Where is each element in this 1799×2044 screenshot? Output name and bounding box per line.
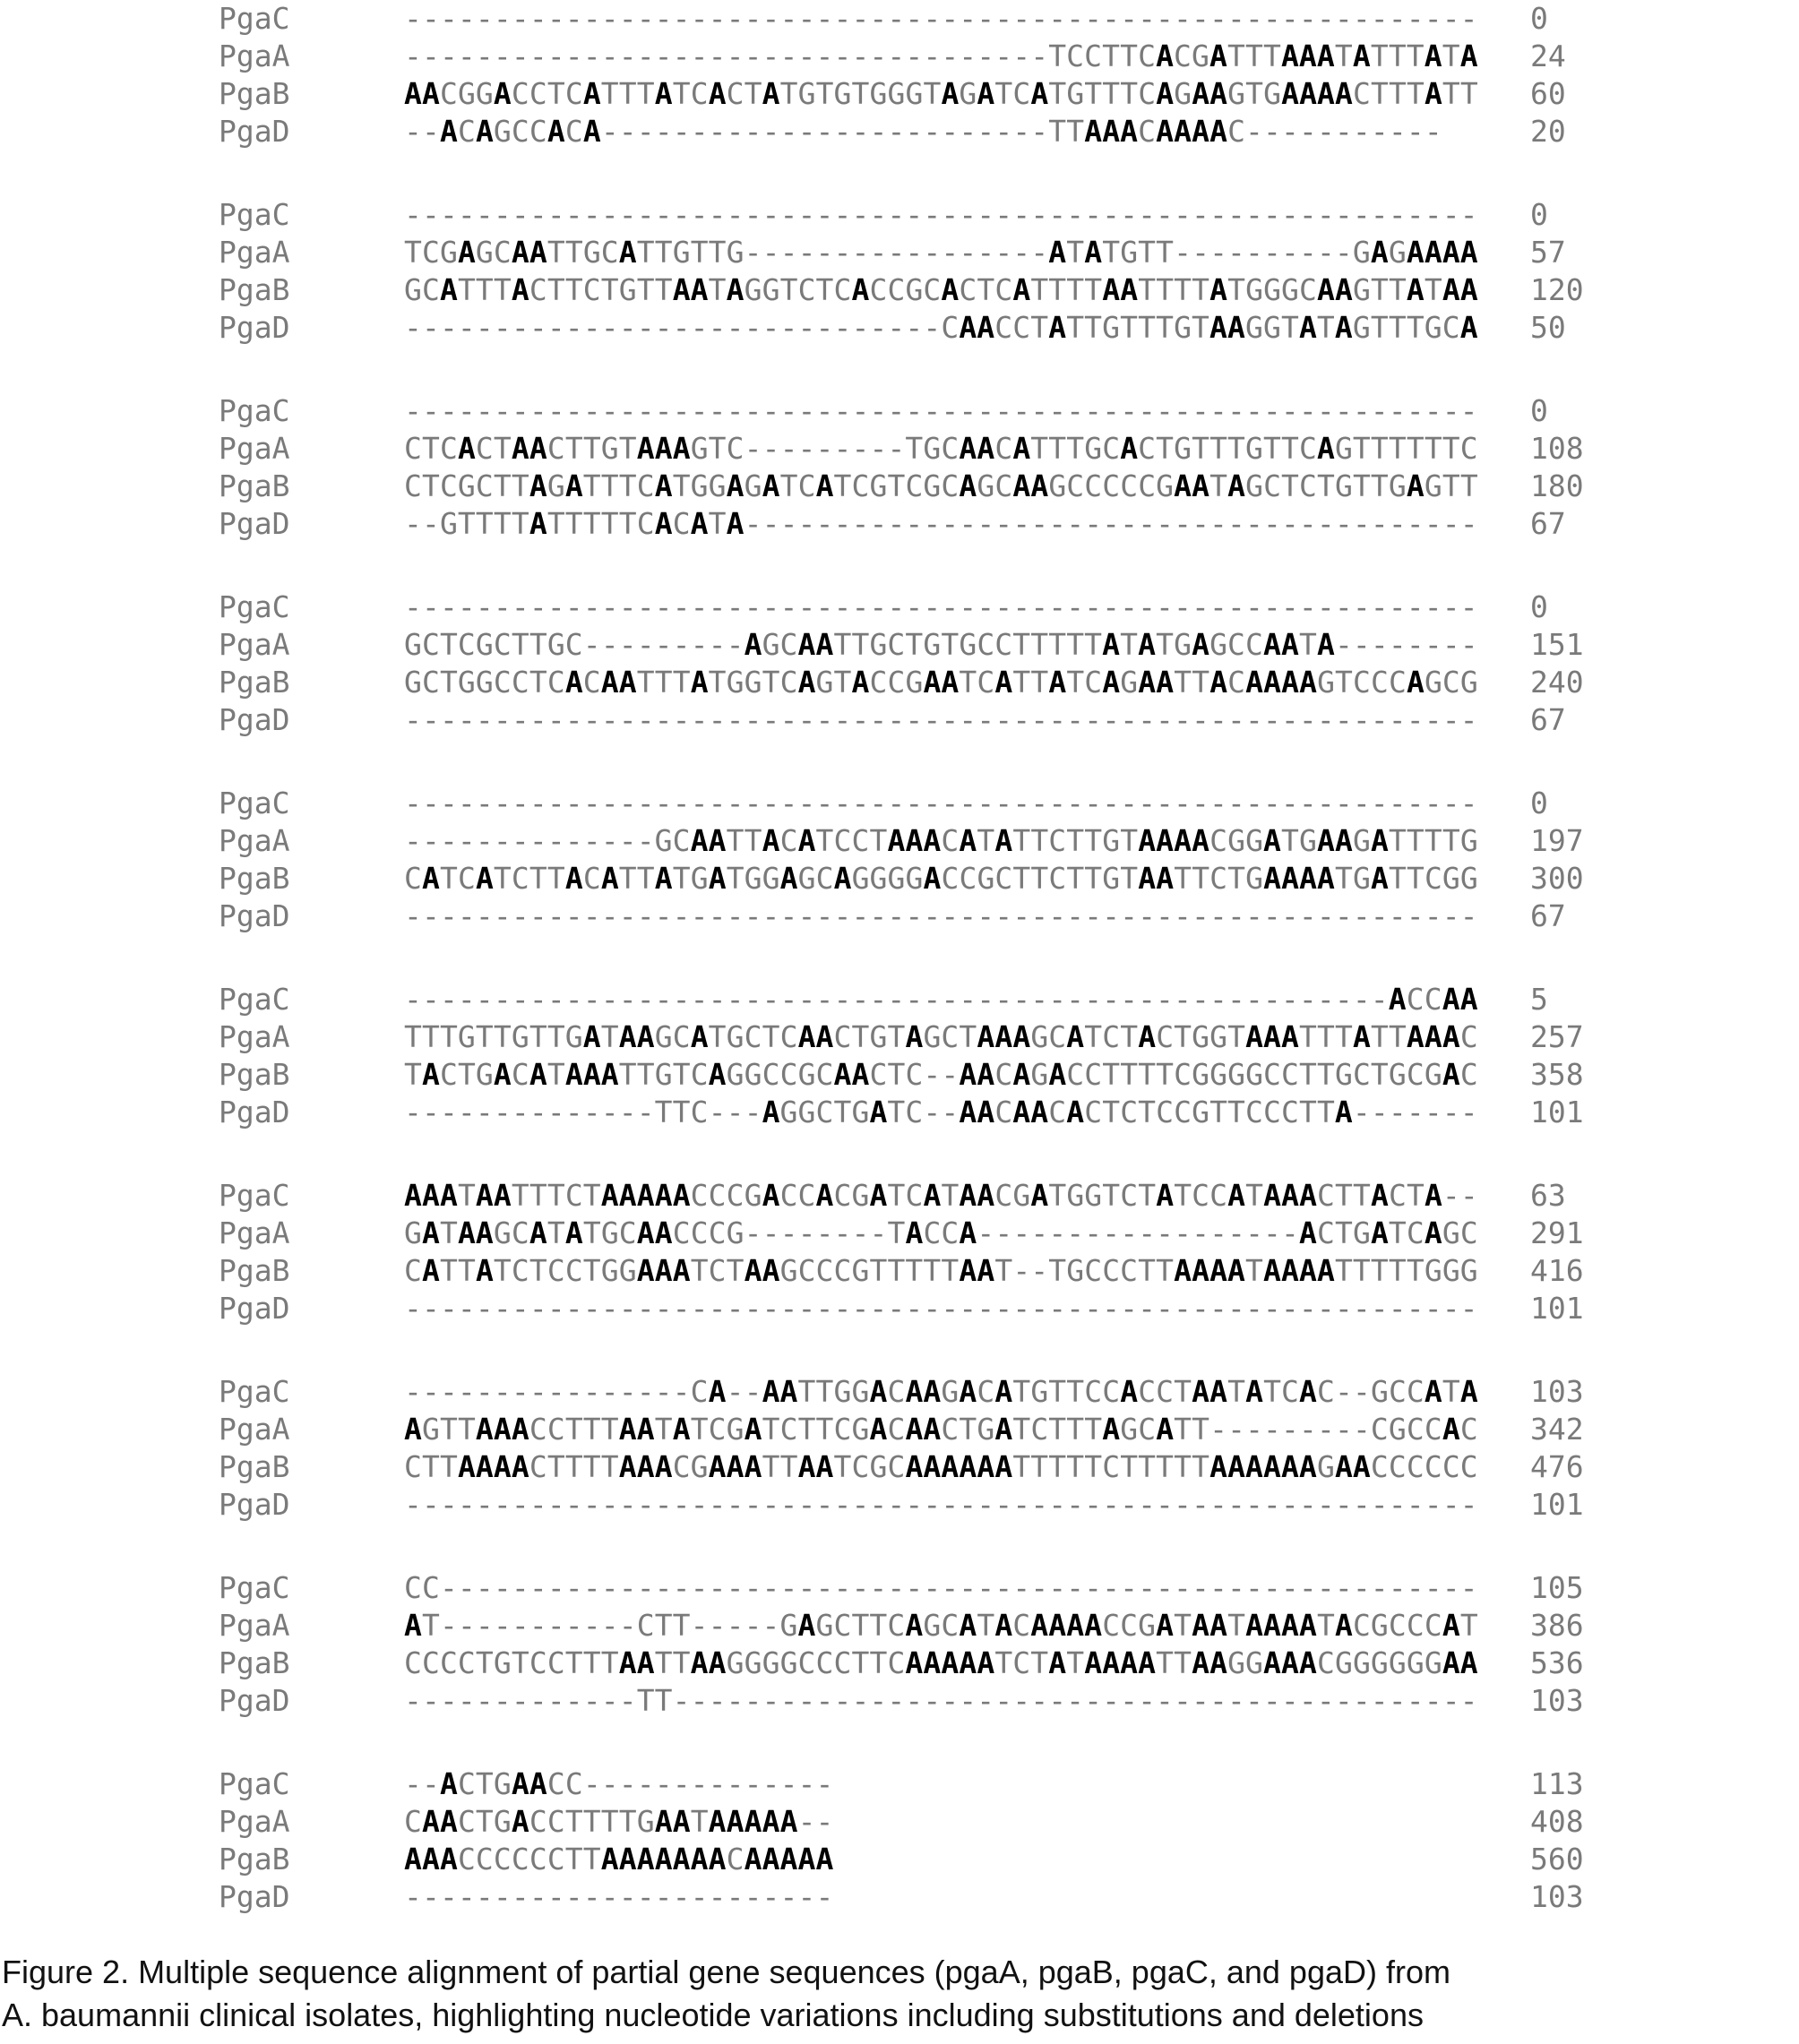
- sequence-label: PgaB: [219, 1057, 290, 1092]
- sequence-residues: AGTTAAACCTTTAATATCGATCTTCGACAACTGATCTTTAGCATT---------CGCCAC: [404, 1412, 1478, 1447]
- alignment-row: [0, 0, 1799, 38]
- residue-count: 105: [1530, 1570, 1584, 1605]
- sequence-residues: --------------GCAATTACATCCTAAACATATTCTTGTAAAACGGATGAAGATTTTG: [404, 823, 1478, 858]
- sequence-label: PgaB: [219, 272, 290, 307]
- alignment-row: [0, 1448, 1799, 1486]
- sequence-label: PgaD: [219, 702, 290, 737]
- sequence-residues: ------------------------------------------------------------: [404, 1291, 1478, 1326]
- residue-count: 291: [1530, 1215, 1584, 1250]
- alignment-row: [0, 626, 1799, 664]
- alignment-row: [0, 1841, 1799, 1878]
- sequence-label: PgaC: [219, 1374, 290, 1409]
- residue-count: 113: [1530, 1766, 1584, 1801]
- sequence-label: PgaC: [219, 982, 290, 1017]
- sequence-label: PgaB: [219, 468, 290, 503]
- sequence-residues: ------------------------------------------------------------: [404, 898, 1478, 933]
- sequence-residues: ----------------CA--AATTGGACAAGACATGTTCCACCTAATATCAC--GCCATA: [404, 1374, 1478, 1409]
- alignment-row: [0, 1290, 1799, 1327]
- sequence-label: PgaA: [219, 1804, 290, 1839]
- sequence-label: PgaB: [219, 76, 290, 111]
- residue-count: 103: [1530, 1879, 1584, 1914]
- sequence-label: PgaB: [219, 1449, 290, 1484]
- sequence-label: PgaC: [219, 197, 290, 232]
- residue-count: 120: [1530, 272, 1584, 307]
- residue-count: 101: [1530, 1095, 1584, 1129]
- sequence-label: PgaA: [219, 1608, 290, 1643]
- sequence-residues: AAACCCCCCTTAAAAAAACAAAAA: [404, 1842, 834, 1877]
- alignment-row: [0, 468, 1799, 505]
- sequence-residues: ------------------------------------------------------------: [404, 589, 1478, 624]
- alignment-row: [0, 196, 1799, 234]
- residue-count: 257: [1530, 1019, 1584, 1054]
- residue-count: 103: [1530, 1374, 1584, 1409]
- alignment-row: [0, 1373, 1799, 1411]
- residue-count: 57: [1530, 235, 1566, 270]
- residue-count: 24: [1530, 39, 1566, 73]
- alignment-row: [0, 392, 1799, 430]
- sequence-label: PgaC: [219, 393, 290, 428]
- residue-count: 476: [1530, 1449, 1584, 1484]
- sequence-label: PgaB: [219, 1645, 290, 1680]
- residue-count: 67: [1530, 702, 1566, 737]
- residue-count: 560: [1530, 1842, 1584, 1877]
- residue-count: 0: [1530, 197, 1548, 232]
- residue-count: 536: [1530, 1645, 1584, 1680]
- sequence-label: PgaC: [219, 1570, 290, 1605]
- residue-count: 408: [1530, 1804, 1584, 1839]
- residue-count: 67: [1530, 898, 1566, 933]
- sequence-residues: CATTATCTCCTGGAAATCTAAGCCCGTTTTTAAT--TGCCCTTAAAATAAAATTTTTGGG: [404, 1253, 1478, 1288]
- residue-count: 108: [1530, 431, 1584, 466]
- alignment-row: [0, 1177, 1799, 1215]
- alignment-row: [0, 234, 1799, 271]
- residue-count: 50: [1530, 310, 1566, 345]
- sequence-residues: GATAAGCATATGCAACCCG--------TACCA------------------ACTGATCAGC: [404, 1215, 1478, 1250]
- sequence-label: PgaA: [219, 823, 290, 858]
- sequence-label: PgaB: [219, 1253, 290, 1288]
- alignment-row: [0, 1682, 1799, 1720]
- alignment-row: [0, 430, 1799, 468]
- sequence-residues: --GTTTTATTTTTCACATA-----------------------------------------: [404, 506, 1478, 541]
- residue-count: 101: [1530, 1487, 1584, 1522]
- sequence-label: PgaD: [219, 310, 290, 345]
- sequence-residues: GCTCGCTTGC---------AGCAATTGCTGTGCCTTTTTATATGAGCCAATA--------: [404, 627, 1478, 662]
- alignment-row: [0, 1803, 1799, 1841]
- alignment-row: [0, 1252, 1799, 1290]
- residue-count: 20: [1530, 114, 1566, 149]
- alignment-row: [0, 1411, 1799, 1448]
- residue-count: 358: [1530, 1057, 1584, 1092]
- residue-count: 0: [1530, 1, 1548, 36]
- sequence-label: PgaC: [219, 589, 290, 624]
- sequence-label: PgaD: [219, 1291, 290, 1326]
- alignment-row: [0, 38, 1799, 75]
- sequence-residues: CC----------------------------------------------------------: [404, 1570, 1478, 1605]
- residue-count: 5: [1530, 982, 1548, 1017]
- residue-count: 197: [1530, 823, 1584, 858]
- sequence-residues: ------------------------------------------------------------: [404, 702, 1478, 737]
- sequence-label: PgaC: [219, 1766, 290, 1801]
- alignment-row: [0, 271, 1799, 309]
- alignment-row: [0, 1645, 1799, 1682]
- residue-count: 386: [1530, 1608, 1584, 1643]
- alignment-row: [0, 1765, 1799, 1803]
- sequence-residues: CATCATCTTACATTATGATGGAGCAGGGGACCGCTTCTTGTAATTCTGAAAATGATTCGG: [404, 861, 1478, 896]
- sequence-residues: -------------TT---------------------------------------------: [404, 1683, 1478, 1718]
- residue-count: 0: [1530, 786, 1548, 820]
- sequence-residues: TCGAGCAATTGCATTGTTG-----------------ATATGTT----------GAGAAAA: [404, 235, 1478, 270]
- sequence-residues: ------------------------------------TCCTTCACGATTTAAATATTTATA: [404, 39, 1478, 73]
- residue-count: 180: [1530, 468, 1584, 503]
- alignment-row: [0, 664, 1799, 701]
- residue-count: 300: [1530, 861, 1584, 896]
- sequence-residues: ------------------------------CAACCTATTGTTTGTAAGGTATAGTTTGCA: [404, 310, 1478, 345]
- sequence-label: PgaA: [219, 1215, 290, 1250]
- residue-count: 416: [1530, 1253, 1584, 1288]
- alignment-row: [0, 309, 1799, 347]
- alignment-row: [0, 113, 1799, 150]
- alignment-row: [0, 1607, 1799, 1645]
- sequence-label: PgaD: [219, 506, 290, 541]
- sequence-label: PgaD: [219, 114, 290, 149]
- sequence-residues: AAATAATTTCTAAAAACCCGACCACGATCATAACGATGGTCTATCCATAAACTTACTA--: [404, 1178, 1478, 1213]
- alignment-row: [0, 897, 1799, 935]
- sequence-residues: CCCCTGTCCTTTAATTAAGGGGCCCTTCAAAAATCTATAAAATTAAGGAAACGGGGGGAA: [404, 1645, 1478, 1680]
- sequence-label: PgaC: [219, 786, 290, 820]
- residue-count: 0: [1530, 393, 1548, 428]
- sequence-residues: ------------------------------------------------------------: [404, 197, 1478, 232]
- sequence-residues: CTCGCTTAGATTTCATGGAGATCATCGTCGCAGCAAGCCCCCGAATAGCTCTGTTGAGTT: [404, 468, 1478, 503]
- residue-count: 151: [1530, 627, 1584, 662]
- alignment-row: [0, 1215, 1799, 1252]
- alignment-row: [0, 1094, 1799, 1131]
- sequence-residues: TACTGACATAAATTGTCAGGCCGCAACTC--AACAGACCTTTTCGGGGCCTTGCTGCGAC: [404, 1057, 1478, 1092]
- sequence-label: PgaA: [219, 1412, 290, 1447]
- residue-count: 60: [1530, 76, 1566, 111]
- sequence-residues: AACGGACCTCATTTATCACTATGTGTGGGTAGATCATGTTTCAGAAGTGAAAACTTTATT: [404, 76, 1478, 111]
- sequence-label: PgaC: [219, 1, 290, 36]
- alignment-row: [0, 822, 1799, 860]
- sequence-residues: CAACTGACCTTTTGAATAAAAA--: [404, 1804, 834, 1839]
- sequence-residues: ------------------------------------------------------------: [404, 1, 1478, 36]
- alignment-row: [0, 1878, 1799, 1916]
- sequence-residues: --ACTGAACC--------------: [404, 1766, 834, 1801]
- sequence-label: PgaD: [219, 1683, 290, 1718]
- alignment-row: [0, 701, 1799, 739]
- alignment-row: [0, 505, 1799, 543]
- sequence-label: PgaD: [219, 898, 290, 933]
- alignment-row: [0, 1056, 1799, 1094]
- alignment-row: [0, 1486, 1799, 1524]
- alignment-row: [0, 588, 1799, 626]
- sequence-label: PgaA: [219, 431, 290, 466]
- alignment-row: [0, 785, 1799, 822]
- sequence-residues: GCATTTACTTCTGTTAATAGGTCTCACCGCACTCATTTTAATTTTATGGGCAAGTTATAA: [404, 272, 1478, 307]
- sequence-label: PgaA: [219, 627, 290, 662]
- residue-count: 63: [1530, 1178, 1566, 1213]
- sequence-label: PgaB: [219, 1842, 290, 1877]
- sequence-label: PgaA: [219, 235, 290, 270]
- sequence-residues: --------------TTC---AGGCTGATC--AACAACACTCTCCGTTCCCTTA-------: [404, 1095, 1478, 1129]
- sequence-label: PgaA: [219, 39, 290, 73]
- alignment-row: [0, 860, 1799, 897]
- caption-line: Figure 2. Multiple sequence alignment of partial gene sequences (pgaA, pgaB, pgaC, and pgaD) from: [2, 1954, 1450, 1990]
- sequence-label: PgaB: [219, 665, 290, 700]
- sequence-label: PgaC: [219, 1178, 290, 1213]
- alignment-row: [0, 1018, 1799, 1056]
- sequence-residues: AT-----------CTT-----GAGCTTCAGCATACAAAACCGATAATAAAATACGCCCAT: [404, 1608, 1478, 1643]
- residue-count: 103: [1530, 1683, 1584, 1718]
- sequence-residues: TTTGTTGTTGATAAGCATGCTCAACTGTAGCTAAAGCATCTACTGGTAAATTTATTAAAC: [404, 1019, 1478, 1054]
- sequence-label: PgaA: [219, 1019, 290, 1054]
- sequence-residues: CTTAAAACTTTTAAACGAAATTAATCGCAAAAAATTTTTCTTTTTAAAAAAGAACCCCCC: [404, 1449, 1478, 1484]
- sequence-residues: -------------------------------------------------------ACCAA: [404, 982, 1478, 1017]
- residue-count: 67: [1530, 506, 1566, 541]
- sequence-residues: ------------------------: [404, 1879, 834, 1914]
- sequence-residues: ------------------------------------------------------------: [404, 1487, 1478, 1522]
- residue-count: 101: [1530, 1291, 1584, 1326]
- alignment-row: [0, 1569, 1799, 1607]
- sequence-label: PgaD: [219, 1879, 290, 1914]
- residue-count: 0: [1530, 589, 1548, 624]
- figure-caption: [2, 1951, 1785, 2037]
- residue-count: 342: [1530, 1412, 1584, 1447]
- sequence-label: PgaD: [219, 1487, 290, 1522]
- caption-line: A. baumannii clinical isolates, highlighting nucleotide variations including substitutions and deletions: [2, 1997, 1424, 2033]
- sequence-residues: ------------------------------------------------------------: [404, 393, 1478, 428]
- alignment-row: [0, 75, 1799, 113]
- sequence-residues: --ACAGCCACA-------------------------TTAAACAAAAC-----------: [404, 114, 1442, 149]
- residue-count: 240: [1530, 665, 1584, 700]
- sequence-residues: CTCACTAACTTGTAAAGTC---------TGCAACATTTGCACTGTTTGTTCAGTTTTTTC: [404, 431, 1478, 466]
- sequence-residues: GCTGGCCTCACAATTTATGGTCAGTACCGAATCATTATCAGAATTACAAAAGTCCCAGCG: [404, 665, 1478, 700]
- alignment-row: [0, 981, 1799, 1018]
- sequence-residues: ------------------------------------------------------------: [404, 786, 1478, 820]
- sequence-label: PgaD: [219, 1095, 290, 1129]
- sequence-label: PgaB: [219, 861, 290, 896]
